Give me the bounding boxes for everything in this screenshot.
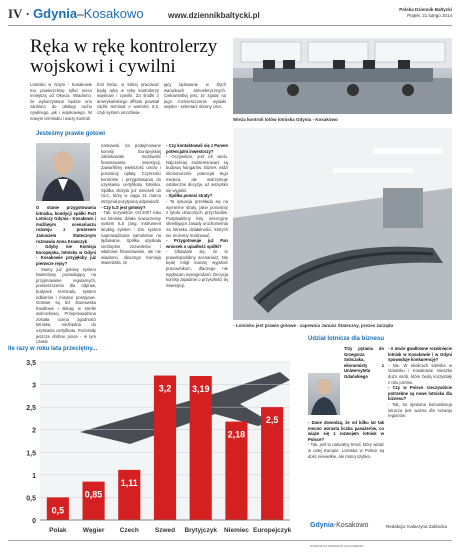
section-label: IV · Gdynia–Kosakowo <box>8 6 144 21</box>
x-category-label: Europejczyk <box>252 527 292 534</box>
bar-value-label: 1,11 <box>120 477 138 488</box>
sidebar-lead: Trzy pytania do Grzegorza Sobczaka, ekonomisty z Uniwersytetu Gdańskiego <box>344 346 384 379</box>
x-category-label: Polak <box>49 527 67 534</box>
person-silhouette-small <box>308 373 340 415</box>
interview-col2-text: namowań, bo podejmowane komisji Europejskiej zablokowało możliwość finansowania inwestycji. Zawarliśmy większość umów i ponosimy opłaty. Czynności kontrolne i przygotowania do uzyskania certyfikatu lotniska. Spółka złożyła już wniosek do ULC, który w ciągu 31 marca otrzymał pozytywną odpowiedź. <box>101 143 161 204</box>
interview-col3 <box>166 143 228 340</box>
interview-answer-3: - Oczywiście, jest ich wielu. Najczęściej zainteresowani są budową hangarów. Biznes widzi ekonomicznie potencjał tego miejsca, ale wstrzymuje ostateczne decyzje, aż wszystko się wyjaśni. <box>166 154 228 193</box>
paper-name: Polska Dziennik Bałtycki <box>399 7 452 12</box>
y-tick-label: 3,5 <box>26 360 36 367</box>
issue-date: Piątek, 21 lutego 2014 <box>407 13 452 18</box>
interview-question-1: - Gdyby nie Komisja Europejska, lotnisko w Gdyni - Kosakowie przyjęłoby już pierwsze rejsy? <box>36 244 96 266</box>
footer-brand: Gdynia-Kosakowo <box>310 522 369 529</box>
y-tick-label: 0 <box>32 518 36 525</box>
bar-value-label: 2,18 <box>227 429 246 440</box>
y-tick-label: 3 <box>32 382 36 390</box>
interviewee-portrait <box>36 143 90 201</box>
y-tick-label: 1 <box>32 472 36 480</box>
control-tower-photo <box>233 38 452 114</box>
interview-lead: O stanie przygotowania lotniska, kondycji spółki Port Lotniczy Gdynia - Kosakowo i możliwym scenariuszu rozwoju z prezesem Januszem Statecznym rozmawia Anna Krawczyk <box>36 205 96 244</box>
bar-value-label: 2,5 <box>265 415 279 426</box>
bar-value-label: 0,85 <box>84 489 103 500</box>
page-header <box>8 4 452 26</box>
sidebar-col2 <box>388 346 452 516</box>
sidebar-question-3: - Czy w Polsce rzeczywiście potrzebne są nowe lotniska dla biznesu? <box>388 385 452 402</box>
sidebar-question-1: - Dane dowodzą, że od kilku lat tak mocno wzrasta liczba pasażerów, co wiąże się z rozwojem lotnisk w Polsce? <box>308 420 384 442</box>
bar-węgier <box>83 482 105 520</box>
footer-divider <box>8 540 452 541</box>
website-url[interactable]: www.dziennikbaltycki.pl <box>168 11 260 20</box>
article-headline: Ręka w rękę kontrolerzy wojskowi i cywilni <box>30 36 218 77</box>
office-photo-caption: Wieża kontroli lotów lotniska Gdynia - Kosakowo <box>233 117 338 122</box>
footer-editor: Redakcja: Katarzyna Zabłocka <box>386 524 448 529</box>
x-category-label: Szwed <box>154 527 176 534</box>
interview-answer-4: - Ta sytuacja przekłada się na wymierne straty, jakie ponosimy z tytułu utraconych przychodów. Podpisaliśmy listy intencyjne określające zasady uruchomienia na lotnisku działalności, których nie możemy realizować. <box>166 198 228 238</box>
x-category-label: Niemiec <box>223 527 249 534</box>
y-tick-label: 2,5 <box>26 405 36 413</box>
interview-question-3: - Czy kontaktowali się z Panem potencjalni inwestorzy? <box>166 143 228 154</box>
y-tick-label: 1,5 <box>26 450 36 458</box>
footer-note: STRONA NA PRAWACH OGŁOSZENIA <box>310 544 364 548</box>
baggage-carousel-illustration <box>233 128 452 320</box>
interview-title: Jesteśmy prawie gotowi <box>36 131 106 137</box>
interview-answer-1: - Mamy już gotowy system kwietniowy pozwalający na przyjmowanie regularnych, pomieszczenia dla odpraw, budynek terminalu, system odbiorów i miejsce postojowe. Gotowe są też stanowiska handlowe i sklepy w strefie wolnocłowej. Przeprowadzona została ocena zgodności lotniska, niezbędna do uzyskania certyfikatu. Pozostały jeszcze drobne prace - w tym czasie <box>36 266 96 345</box>
article-intro-col2: troli lotów, w której pracować będą ręka w rękę kontrolerzy wojskowi i cywilni. Za środki z amerykańskiego offsetu powstał ciężki terminal o wartości 6,5, czyli system umożliwia- <box>97 82 159 115</box>
article-intro-col1: Lotnisko w Gdyni - Kosakowie ma powierzchnię tylko nieco mniejszą od Okęcia. Wiadomo, że wykorzystane będzie ono zarówno do obsługi ruchu cywilnego, jak i wojskowego. W nowym terminalu i wieży kontroli <box>30 82 92 121</box>
bar-szwed <box>154 376 176 520</box>
interview-col2 <box>101 143 161 340</box>
bar-value-label: 0,5 <box>51 505 65 516</box>
sidebar-answer-1: - Tak, jest to naturalny trend, który widać w całej Europie. Lotniska w Polsce są dość niewielkie, ale rosną szybko. <box>308 442 384 459</box>
bar-value-label: 3,2 <box>158 383 172 394</box>
page-number: IV <box>8 6 23 21</box>
person-silhouette <box>36 143 90 201</box>
interview-question-2: - Czy ILS jest gotowy? <box>101 204 146 210</box>
section-sub: Kosakowo <box>83 6 144 21</box>
x-category-label: Czech <box>119 527 139 534</box>
section-brand: Gdynia <box>33 6 78 21</box>
interview-question-5: - Przygotowuje już Pan wniosek o upadłość spółki? <box>166 238 228 249</box>
interview-answer-5: - Obawiam się, że to prawdopodobny scenariusz. Nie będę mógł inaczej wyjaśnić pracownikom, dlaczego nie wypłacam wynagrodzeń. Decyzja komisji zapadnie o przyszłości tej inwestycji. <box>166 249 228 288</box>
sidebar-answer-3: - Tak, bo sprawna komunikacja lotnicza jest ważna dla rozwoju regionów. <box>388 401 452 419</box>
y-tick-label: 0,5 <box>26 495 36 503</box>
x-category-label: Węgier <box>82 527 105 534</box>
paper-info <box>399 7 452 19</box>
sidebar-question-2: - A może gwałtowne rozwinięcie lotnisk w Kosakowie i w Gdyni spowoduje konkurencję? <box>388 346 452 363</box>
control-room-illustration <box>233 38 452 114</box>
flights-per-year-chart <box>8 346 296 550</box>
sidebar-col1 <box>308 420 384 516</box>
airport-photo-caption: - Lotnisko jest prawie gotowe - zapewnia Janusz Stateczny, prezes zarządu <box>233 323 394 328</box>
article-intro-col3: jący lądowanie w złych warunkach atmosferycznych. Ciekawostką jest, że zgodę na jego rozmieszczenie wydało wojsko - sekretarz obrony USA. <box>164 82 226 110</box>
chart-title: Ile razy w roku lata przeciętny... <box>8 346 98 352</box>
y-tick-label: 2 <box>32 427 36 435</box>
sidebar-title: Udział lotnicze dla biznesu <box>308 336 385 342</box>
x-category-label: Brytyjczyk <box>184 527 217 534</box>
sidebar-answer-2: - Nie. W okolicach lotniska w Gdańsku i Kosakowie mieszka dużo osób, które będą korzystały z obu portów. <box>388 362 452 385</box>
baggage-hall-photo <box>233 128 452 320</box>
bar-value-label: 3,19 <box>191 383 210 394</box>
interview-question-4: - Spółka ponosi straty? <box>166 193 213 199</box>
bar-brytyjczyk <box>190 376 212 520</box>
chart-svg <box>8 354 296 550</box>
economist-portrait <box>308 373 340 415</box>
interview-answer-2: - Tak, oczywiście. Od 2007 roku na lotnisku działa nowoczesny system ILS (ang. instrument landing system - tzw. system naprowadzania samolotów na lądowanie. Spółka uzyskała niezbędne zezwolenia i właściwe finansowanie, ale nie wiadomo, dlaczego Komisja stwierdziła, że <box>101 210 161 266</box>
interview-col1 <box>36 205 96 345</box>
